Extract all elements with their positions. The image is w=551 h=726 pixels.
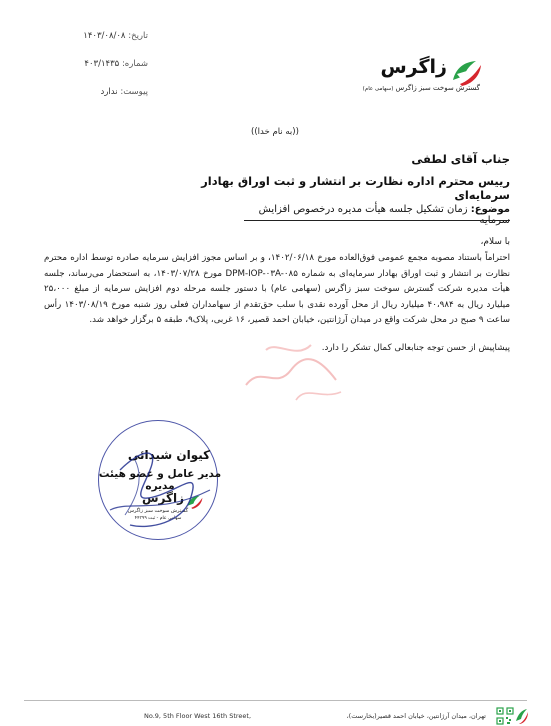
date-value: ۱۴۰۳/۰۸/۰۸ xyxy=(83,31,126,41)
subject-line xyxy=(240,204,510,226)
greeting: با سلام، xyxy=(480,237,510,247)
subject-label: موضوع: xyxy=(470,204,510,215)
stamp-registration: سهامی عام - ثبت ۴۴۳۹۹ xyxy=(134,516,182,521)
qr-code-icon xyxy=(496,707,514,725)
attachment-line xyxy=(48,86,148,99)
handwritten-signature-icon xyxy=(90,430,230,540)
stamp-subtitle: گسترش سوخت سبز زاگرس xyxy=(127,508,189,514)
subject-underline xyxy=(244,220,510,221)
number-label: شماره: xyxy=(121,59,148,69)
basmala: ((به نام خدا)) xyxy=(251,127,299,137)
footer-divider xyxy=(24,700,527,701)
date-label: تاریخ: xyxy=(128,31,148,41)
signatory-role: مدیر عامل و عضو هیئت مدیره xyxy=(98,468,222,492)
logo-wordmark: زاگرس xyxy=(380,56,447,78)
watermark-scribble-icon xyxy=(236,330,356,410)
footer-address-persian: تهران، میدان آرژانتین، خیابان احمد قصیر(بخارست)، xyxy=(346,712,486,720)
number-line xyxy=(48,58,148,71)
logo-subtitle-main: گسترش سوخت سبز زاگرس xyxy=(395,84,480,92)
number-value: ۴۰۳/۱۴۳۵ xyxy=(84,59,120,69)
recipient-title: رییس محترم اداره نظارت بر انتشار و ثبت اوراق بهادار سرمایه‌ای xyxy=(201,174,510,202)
attachment-value: ندارد xyxy=(100,87,118,97)
logo-subtitle-small: (سهامی عام) xyxy=(362,86,394,92)
body-paragraph: احتراماً باستناد مصوبه مجمع عمومی فوق‌العاده مورخ ۱۴۰۲/۰۶/۱۸، و بر اساس مجوز افزایش سرمایه صادره توسط اداره محترم نظارت بر انتشار و ثبت اوراق بهادار سرمایه‌ای به شماره DPM-IOP-۰۳A-۰۸۵ مورخ ۱۴۰۳/۰۷/۲۸، به استحضار می‌رساند، جلسه هیأت مدیره شرکت گسترش سوخت سبز زاگرس (سهامی عام) با دستور جلسه مرحله دوم افزایش سرمایه از مبلغ ۲۵،۰۰۰ میلیارد ریال به ۴۰،۹۸۴ میلیارد ریال از محل آورده نقدی با سلب حق‌تقدم از سهامداران فعلی روز شنبه مورخ ۱۴۰۳/۰۸/۱۹ رأس ساعت ۹ صبح در محل شرکت واقع در میدان آرژانتین، خیابان احمد قصیر، ۱۶ غربی، پلاک۹، طبقه ۵ برگزار خواهد شد. xyxy=(44,253,511,326)
closing-line: پیشاپیش از حسن توجه جنابعالی کمال تشکر را دارد. xyxy=(321,343,510,353)
footer-logo-icon xyxy=(515,707,529,725)
footer-address-english: No.9, 5th Floor West 16th Street, xyxy=(144,712,252,720)
attachment-label: پیوست: xyxy=(120,87,148,97)
date-line xyxy=(48,30,148,43)
signatory-name: کیوان شیدائی xyxy=(127,448,211,462)
logo-subtitle xyxy=(340,84,480,92)
stamp-brand: زاگرس xyxy=(141,491,184,505)
recipient-name: جناب آقای لطفی xyxy=(411,152,510,166)
subject-text: زمان تشکیل جلسه هیأت مدیره درخصوص افزایش xyxy=(258,204,468,215)
